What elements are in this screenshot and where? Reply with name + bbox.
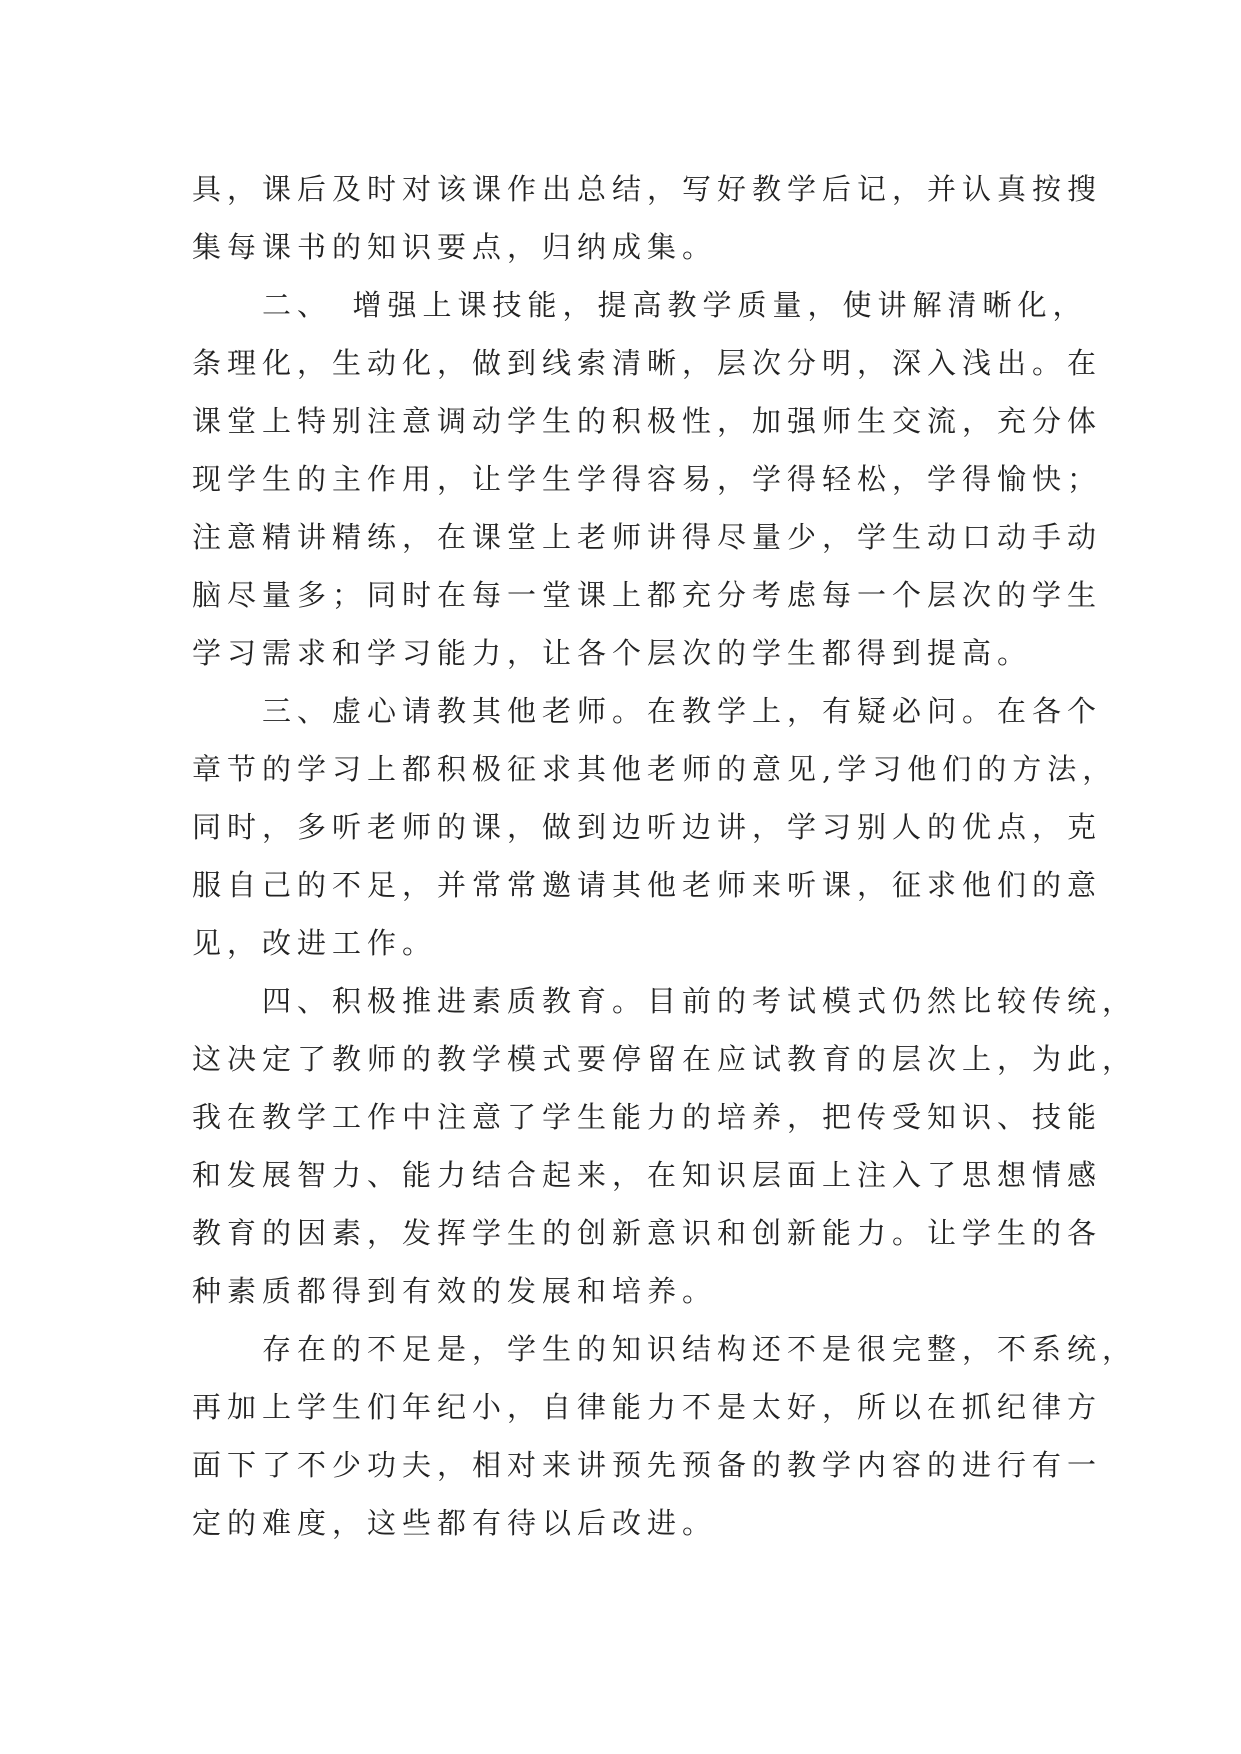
text-line: 教育的因素，发挥学生的创新意识和创新能力。让学生的各 xyxy=(192,1216,1103,1250)
text-line: 注意精讲精练，在课堂上老师讲得尽量少，学生动口动手动 xyxy=(192,520,1103,554)
document-body xyxy=(192,160,1138,1552)
text-line: 见，改进工作。 xyxy=(192,926,438,960)
paragraph-shortcomings xyxy=(192,1320,1138,1552)
text-line: 我在教学工作中注意了学生能力的培养，把传受知识、技能 xyxy=(192,1100,1103,1134)
text-line: 再加上学生们年纪小，自律能力不是太好，所以在抓纪律方 xyxy=(192,1390,1103,1424)
text-line: 集每课书的知识要点，归纳成集。 xyxy=(192,230,718,264)
text-line: 同时，多听老师的课，做到边听边讲，学习别人的优点，克 xyxy=(192,810,1103,844)
text-line: 课堂上特别注意调动学生的积极性，加强师生交流，充分体 xyxy=(192,404,1103,438)
text-line: 定的难度，这些都有待以后改进。 xyxy=(192,1506,718,1540)
text-line: 现学生的主作用，让学生学得容易，学得轻松，学得愉快； xyxy=(192,462,1103,496)
text-line: 种素质都得到有效的发展和培养。 xyxy=(192,1274,718,1308)
text-line: 条理化，生动化，做到线索清晰，层次分明，深入浅出。在 xyxy=(192,346,1103,380)
paragraph-section-3 xyxy=(192,682,1118,972)
text-line: 具，课后及时对该课作出总结，写好教学后记，并认真按搜 xyxy=(192,172,1103,206)
text-line: 四、积极推进素质教育。目前的考试模式仍然比较传统， xyxy=(192,984,1138,1018)
text-line: 章节的学习上都积极征求其他老师的意见,学习他们的方法， xyxy=(192,752,1118,786)
text-line: 这决定了教师的教学模式要停留在应试教育的层次上，为此， xyxy=(192,1042,1138,1076)
text-line: 二、 增强上课技能，提高教学质量，使讲解清晰化， xyxy=(192,288,1088,322)
text-line: 服自己的不足，并常常邀请其他老师来听课，征求他们的意 xyxy=(192,868,1103,902)
paragraph-section-2 xyxy=(192,276,1103,682)
text-line: 面下了不少功夫，相对来讲预先预备的教学内容的进行有一 xyxy=(192,1448,1103,1482)
text-line: 学习需求和学习能力，让各个层次的学生都得到提高。 xyxy=(192,636,1033,670)
text-line: 三、虚心请教其他老师。在教学上，有疑必问。在各个 xyxy=(192,694,1103,728)
text-line: 脑尽量多；同时在每一堂课上都充分考虑每一个层次的学生 xyxy=(192,578,1103,612)
text-line: 存在的不足是，学生的知识结构还不是很完整，不系统， xyxy=(192,1332,1138,1366)
paragraph-section-4 xyxy=(192,972,1138,1320)
text-line: 和发展智力、能力结合起来，在知识层面上注入了思想情感 xyxy=(192,1158,1103,1192)
paragraph-continuation xyxy=(192,160,1103,276)
